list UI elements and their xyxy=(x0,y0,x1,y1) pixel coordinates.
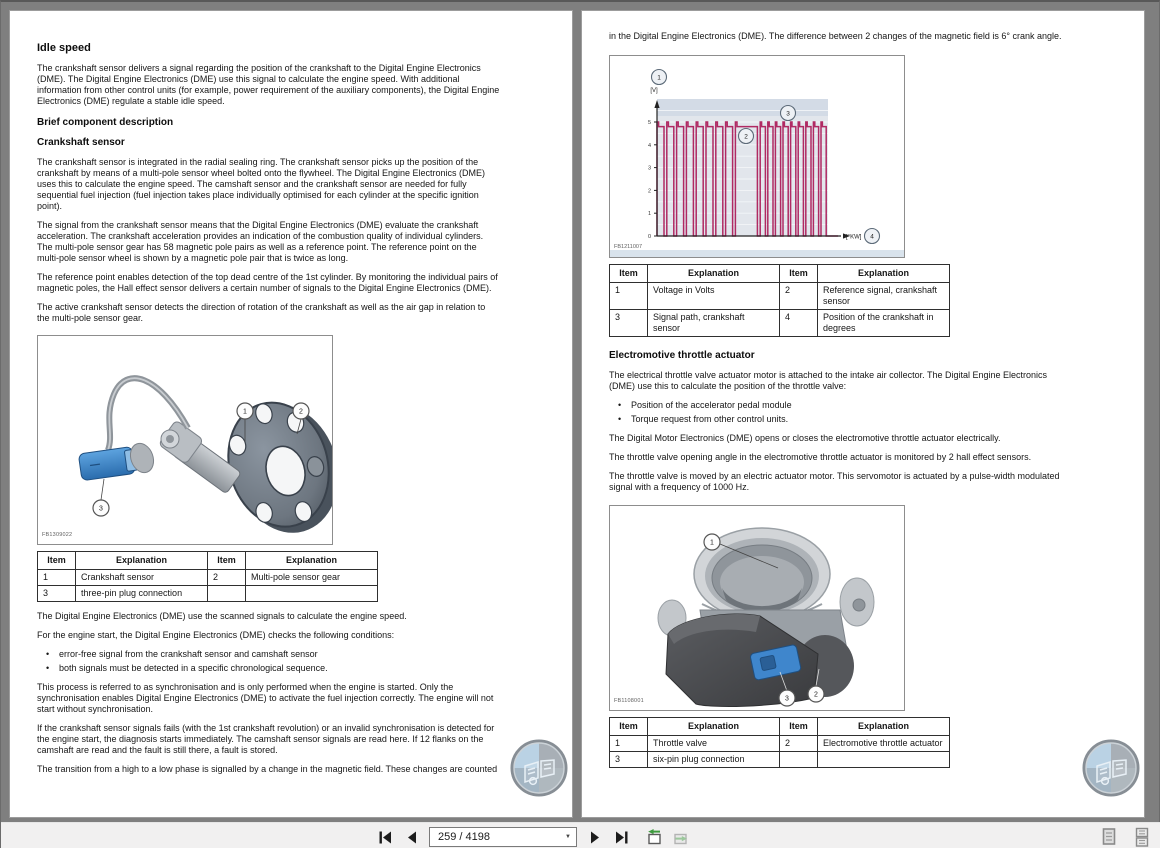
single-page-view-button[interactable] xyxy=(1099,827,1119,847)
paragraph: The reference point enables detection of the top dead centre of the 1st cylinder. By monitoring the individual pairs of magnetic poles, the Hall effect sensor delivers a certain number of signals to the Digital Engine Electronics (DME). xyxy=(37,272,498,293)
signal-chart-legend-table xyxy=(609,264,950,337)
plot-top-band xyxy=(657,99,828,116)
figure-crankshaft-signal-chart xyxy=(609,55,905,258)
next-page-button[interactable] xyxy=(584,827,604,847)
engine-start-conditions-list xyxy=(37,649,500,674)
paragraph: The throttle valve is moved by an electric actuator motor. This servomotor is actuated by a pulse-width modulated signal with a frequency of 1000 Hz. xyxy=(609,471,1060,492)
paragraph: The transition from a high to a low phase is signalled by a change in the magnetic field. These changes are counted xyxy=(37,764,498,774)
table-header-cell: Item xyxy=(38,552,76,570)
x-axis-label: [°KW] xyxy=(846,234,862,241)
three-pin-plug xyxy=(78,446,138,481)
paragraph: The signal from the crankshaft sensor means that the Digital Engine Electronics (DME) evaluate the crankshaft acceleration. The crankshaft acceleration provides an indication of the combustion quality of individual cylinders. The multi-pole sensor gear has 58 magnetic pole pairs as well as a reference point. The reference point on the multi-pole sensor wheel is shown by a magnetic pole pair that is twice as long. xyxy=(37,220,484,263)
paragraph: The Digital Motor Electronics (DME) opens or closes the electromotive throttle actuator electrically. xyxy=(609,433,1001,443)
chart-callout-number: 1 xyxy=(657,74,661,82)
table-cell: six-pin plug connection xyxy=(648,752,780,768)
table-cell: 2 xyxy=(780,736,818,752)
document-page-left xyxy=(9,10,573,818)
last-page-button[interactable] xyxy=(611,827,631,847)
chart-callout-number: 2 xyxy=(744,133,748,141)
viewer-toolbar xyxy=(1,822,1160,848)
paragraph: For the engine start, the Digital Engine Electronics (DME) checks the following conditions: xyxy=(37,630,395,640)
table-cell: 2 xyxy=(780,283,818,310)
table-cell: Reference signal, crankshaft sensor xyxy=(818,283,950,310)
list-item: • Torque request from other control units. xyxy=(609,414,1072,425)
paragraph: in the Digital Engine Electronics (DME). The difference between 2 changes of the magnetic field is 6° crank angle. xyxy=(609,31,1062,41)
crankshaft-sensor-legend-table xyxy=(37,551,378,602)
paragraph: The active crankshaft sensor detects the direction of rotation of the crankshaft as well as the air gap in relation to the multi-pole sensor gear. xyxy=(37,302,486,323)
table-header-cell: Item xyxy=(780,718,818,736)
heading-brief-component-description: Brief component description xyxy=(37,117,174,128)
combobox-caret-icon: ▼ xyxy=(565,834,571,840)
list-item: • Position of the accelerator pedal module xyxy=(609,400,1072,411)
y-tick-label: 5 xyxy=(647,120,651,126)
table-cell: 4 xyxy=(780,310,818,337)
table-row xyxy=(610,752,950,768)
page-navigation xyxy=(375,823,691,848)
chart-callout-number: 3 xyxy=(786,110,790,118)
last-page-icon xyxy=(614,830,629,845)
single-page-view-icon xyxy=(1101,827,1117,847)
table-row xyxy=(610,283,950,310)
y-tick-label: 0 xyxy=(647,234,651,240)
callout-2: 2 xyxy=(814,691,818,699)
crankshaft-sensor-illustration xyxy=(38,336,332,544)
table-row xyxy=(610,736,950,752)
figure-id-label: FB1211007 xyxy=(614,244,643,250)
y-axis-label: [V] xyxy=(650,88,658,94)
callout-1: 1 xyxy=(243,408,247,416)
table-cell: Voltage in Volts xyxy=(648,283,780,310)
figure-crankshaft-sensor xyxy=(37,335,333,545)
table-header-cell: Explanation xyxy=(648,718,780,736)
paragraph: The Digital Engine Electronics (DME) use the scanned signals to calculate the engine speed. xyxy=(37,611,407,621)
next-view-button[interactable] xyxy=(671,827,691,847)
throttle-position-list xyxy=(609,400,1072,425)
callout-1: 1 xyxy=(710,539,714,547)
workshop-manual-watermark xyxy=(1082,739,1140,797)
table-cell: 2 xyxy=(208,570,246,586)
table-cell: 1 xyxy=(610,736,648,752)
callout-3: 3 xyxy=(785,695,789,703)
y-tick-label: 4 xyxy=(647,142,651,149)
y-tick-label: 1 xyxy=(647,211,651,218)
table-cell xyxy=(208,586,246,602)
heading-idle-speed: Idle speed xyxy=(37,42,91,54)
table-cell: 3 xyxy=(610,752,648,768)
y-tick-label: 2 xyxy=(647,188,651,195)
table-header-cell: Item xyxy=(610,265,648,283)
table-header-cell: Explanation xyxy=(818,265,950,283)
table-cell: 3 xyxy=(38,586,76,602)
table-cell: Electromotive throttle actuator xyxy=(818,736,950,752)
table-cell: three-pin plug connection xyxy=(76,586,208,602)
previous-view-icon xyxy=(645,828,663,846)
paragraph: This process is referred to as synchronisation and is only performed when the engine is started. Only the synchronisation enables Digital Engine Electronics (DME) to activate the fuel injection correctly. The engine will not start without synchronisation. xyxy=(37,682,494,714)
list-item: • both signals must be detected in a specific chronological sequence. xyxy=(37,663,500,674)
table-cell xyxy=(246,586,378,602)
heading-electromotive-throttle-actuator: Electromotive throttle actuator xyxy=(609,350,755,361)
table-cell: 1 xyxy=(38,570,76,586)
figure-id-label: FB1309022 xyxy=(42,532,73,538)
callout-2: 2 xyxy=(299,408,303,416)
table-cell xyxy=(818,752,950,768)
table-cell: Signal path, crankshaft sensor xyxy=(648,310,780,337)
table-cell: Position of the crankshaft in degrees xyxy=(818,310,950,337)
table-header-cell: Explanation xyxy=(76,552,208,570)
previous-page-button[interactable] xyxy=(402,827,422,847)
previous-page-icon xyxy=(405,830,420,845)
throttle-legend-table xyxy=(609,717,950,768)
next-view-icon xyxy=(672,828,690,846)
facing-pages-view-button[interactable] xyxy=(1132,827,1152,847)
callout-3: 3 xyxy=(99,505,103,513)
table-row xyxy=(610,310,950,337)
list-item: • error-free signal from the crankshaft sensor and camshaft sensor xyxy=(37,649,500,660)
table-cell: Throttle valve xyxy=(648,736,780,752)
first-page-icon xyxy=(378,830,393,845)
previous-view-button[interactable] xyxy=(644,827,664,847)
first-page-button[interactable] xyxy=(375,827,395,847)
throttle-actuator-illustration xyxy=(610,506,904,710)
figure-throttle-actuator xyxy=(609,505,905,711)
table-header-cell: Item xyxy=(610,718,648,736)
table-header-cell: Explanation xyxy=(818,718,950,736)
figure-bottom-strip xyxy=(610,250,904,257)
table-header-cell: Item xyxy=(780,265,818,283)
paragraph: If the crankshaft sensor signals fails (with the 1st crankshaft revolution) or an invalid synchronisation is detected for the engine start, the diagnosis starts immediately. The camshaft sensor signals are read here. If 12 flanks on the camshaft are read and the fault is still there, a fault is stored. xyxy=(37,723,495,755)
page-indicator: 259 / 4198 xyxy=(438,831,490,843)
next-page-icon xyxy=(587,830,602,845)
table-cell: Crankshaft sensor xyxy=(76,570,208,586)
table-cell: 3 xyxy=(610,310,648,337)
facing-pages-view-icon xyxy=(1134,827,1150,847)
chart-callout-number: 4 xyxy=(870,233,874,241)
table-header-cell: Explanation xyxy=(246,552,378,570)
page-number-combobox[interactable] xyxy=(429,827,577,847)
figure-id-label: FB1108001 xyxy=(614,698,644,704)
table-cell xyxy=(780,752,818,768)
page-layout-controls xyxy=(1099,823,1152,848)
table-row xyxy=(38,570,378,586)
crankshaft-signal-chart xyxy=(610,56,904,257)
paragraph: The electrical throttle valve actuator motor is attached to the intake air collector. The Digital Engine Electronics (DME) use this to calculate the position of the throttle valve: xyxy=(609,370,1048,391)
table-cell: Multi-pole sensor gear xyxy=(246,570,378,586)
paragraph: The crankshaft sensor delivers a signal regarding the position of the crankshaft to the Digital Engine Electronics (DME). The Digital Engine Electronics (DME) use this signal to calculate the engine speed. With additional information from other control units (for example, power requirement of the auxiliary components), the Digital Engine Electronics (DME) regulate a stable idle speed. xyxy=(37,63,500,106)
table-cell: 1 xyxy=(610,283,648,310)
paragraph: The crankshaft sensor is integrated in the radial sealing ring. The crankshaft sensor picks up the position of the crankshaft by means of a multi-pole sensor wheel bolted onto the flywheel. The Digital Engine Electronics (DME) uses this to calculate the engine speed. The camshaft sensor and the crankshaft sensor are needed for fully sequential fuel injection (fuel injection takes place individually optimised for each cylinder at the specific ignition point). xyxy=(37,157,486,211)
table-header-cell: Item xyxy=(208,552,246,570)
table-header-cell: Explanation xyxy=(648,265,780,283)
document-page-right xyxy=(581,10,1145,818)
y-tick-label: 3 xyxy=(647,165,651,172)
paragraph: The throttle valve opening angle in the electromotive throttle actuator is monitored by 2 hall effect sensors. xyxy=(609,452,1032,462)
workshop-manual-watermark xyxy=(510,739,568,797)
table-row xyxy=(38,586,378,602)
heading-crankshaft-sensor: Crankshaft sensor xyxy=(37,137,125,148)
